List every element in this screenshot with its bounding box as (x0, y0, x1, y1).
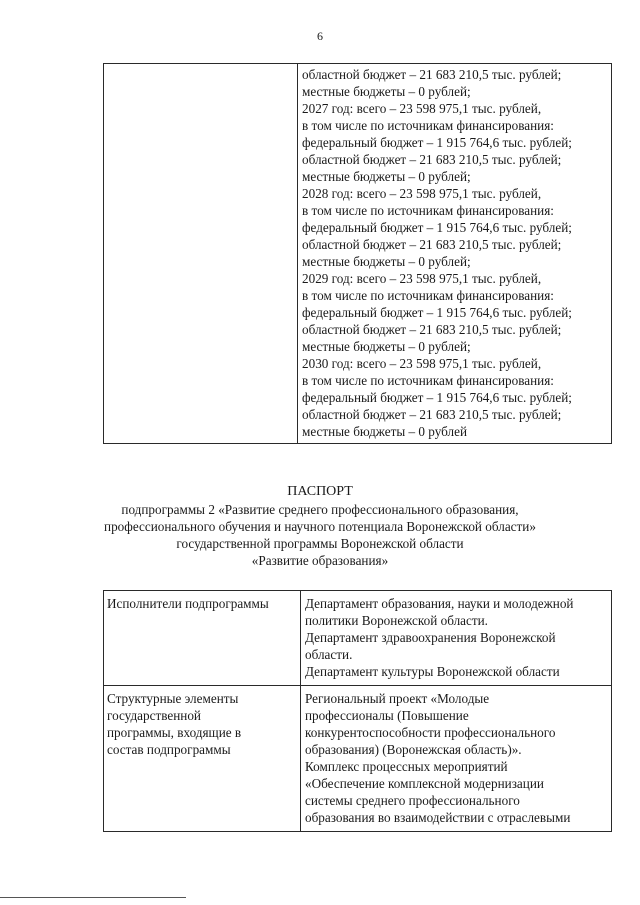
footer-rule (0, 897, 186, 898)
funding-label-cell (104, 64, 298, 444)
funding-line: областной бюджет – 21 683 210,5 тыс. рублей; (302, 152, 562, 167)
structural-value-line: профессионалы (Повышение (305, 708, 469, 723)
passport-heading: ПАСПОРТ (287, 484, 353, 499)
passport-row-executors (104, 591, 612, 686)
funding-line: местные бюджеты – 0 рублей; (302, 339, 471, 354)
structural-label-line: состав подпрограммы (107, 742, 231, 757)
funding-value-cell (298, 64, 612, 444)
funding-line: областной бюджет – 21 683 210,5 тыс. рублей; (302, 237, 562, 252)
passport-subtitle-line: подпрограммы 2 «Развитие среднего профессионального образования, (121, 502, 519, 517)
structural-label-line: государственной (107, 708, 201, 723)
structural-value-line: «Обеспечение комплексной модернизации (305, 776, 544, 791)
funding-line: в том числе по источникам финансирования: (302, 118, 554, 133)
structural-value-line: образования во взаимодействии с отраслевыми (305, 810, 571, 825)
funding-line: местные бюджеты – 0 рублей; (302, 84, 471, 99)
funding-line: федеральный бюджет – 1 915 764,6 тыс. рублей; (302, 135, 572, 150)
executors-value-line: Департамент культуры Воронежской области (305, 664, 560, 679)
structural-label-line: Структурные элементы (107, 691, 239, 706)
executors-value-line: области. (305, 647, 353, 662)
funding-line: местные бюджеты – 0 рублей (302, 424, 468, 439)
funding-line: в том числе по источникам финансирования: (302, 288, 554, 303)
executors-label-cell (104, 591, 301, 686)
page-number: 6 (317, 29, 323, 43)
funding-line: 2029 год: всего – 23 598 975,1 тыс. рублей, (302, 271, 542, 286)
structural-label-line: программы, входящие в (107, 725, 242, 740)
executors-value-line: политики Воронежской области. (305, 613, 488, 628)
funding-line: федеральный бюджет – 1 915 764,6 тыс. рублей; (302, 390, 572, 405)
passport-subtitle-line: государственной программы Воронежской области (176, 536, 464, 551)
executors-value-line: Департамент здравоохранения Воронежской (305, 630, 556, 645)
funding-line: областной бюджет – 21 683 210,5 тыс. рублей; (302, 407, 562, 422)
funding-line: областной бюджет – 21 683 210,5 тыс. рублей; (302, 67, 562, 82)
structural-value-line: системы среднего профессионального (305, 793, 520, 808)
funding-line: местные бюджеты – 0 рублей; (302, 169, 471, 184)
funding-line: 2027 год: всего – 23 598 975,1 тыс. рублей, (302, 101, 542, 116)
structural-value-cell (301, 686, 612, 832)
funding-table (103, 63, 612, 444)
structural-value-line: конкурентоспособности профессионального (305, 725, 556, 740)
passport-subtitle-line: «Развитие образования» (251, 553, 389, 568)
structural-value-line: Комплекс процессных мероприятий (305, 759, 508, 774)
passport-title-block (0, 483, 640, 569)
funding-line: в том числе по источникам финансирования: (302, 203, 554, 218)
funding-line: федеральный бюджет – 1 915 764,6 тыс. рублей; (302, 220, 572, 235)
funding-line: областной бюджет – 21 683 210,5 тыс. рублей; (302, 322, 562, 337)
passport-table (103, 590, 612, 832)
executors-label: Исполнители подпрограммы (107, 596, 269, 611)
executors-value-line: Департамент образования, науки и молодежной (305, 596, 574, 611)
structural-value-line: Региональный проект «Молодые (305, 691, 490, 706)
funding-line: в том числе по источникам финансирования: (302, 373, 554, 388)
funding-line: 2028 год: всего – 23 598 975,1 тыс. рублей, (302, 186, 542, 201)
structural-label-cell (104, 686, 301, 832)
executors-value-cell (301, 591, 612, 686)
funding-line: местные бюджеты – 0 рублей; (302, 254, 471, 269)
funding-row (104, 64, 612, 444)
funding-line: 2030 год: всего – 23 598 975,1 тыс. рублей, (302, 356, 542, 371)
funding-line: федеральный бюджет – 1 915 764,6 тыс. рублей; (302, 305, 572, 320)
passport-subtitle-line: профессионального обучения и научного потенциала Воронежской области» (104, 519, 536, 534)
passport-row-structural-elements (104, 686, 612, 832)
structural-value-line: образования) (Воронежская область)». (305, 742, 522, 757)
